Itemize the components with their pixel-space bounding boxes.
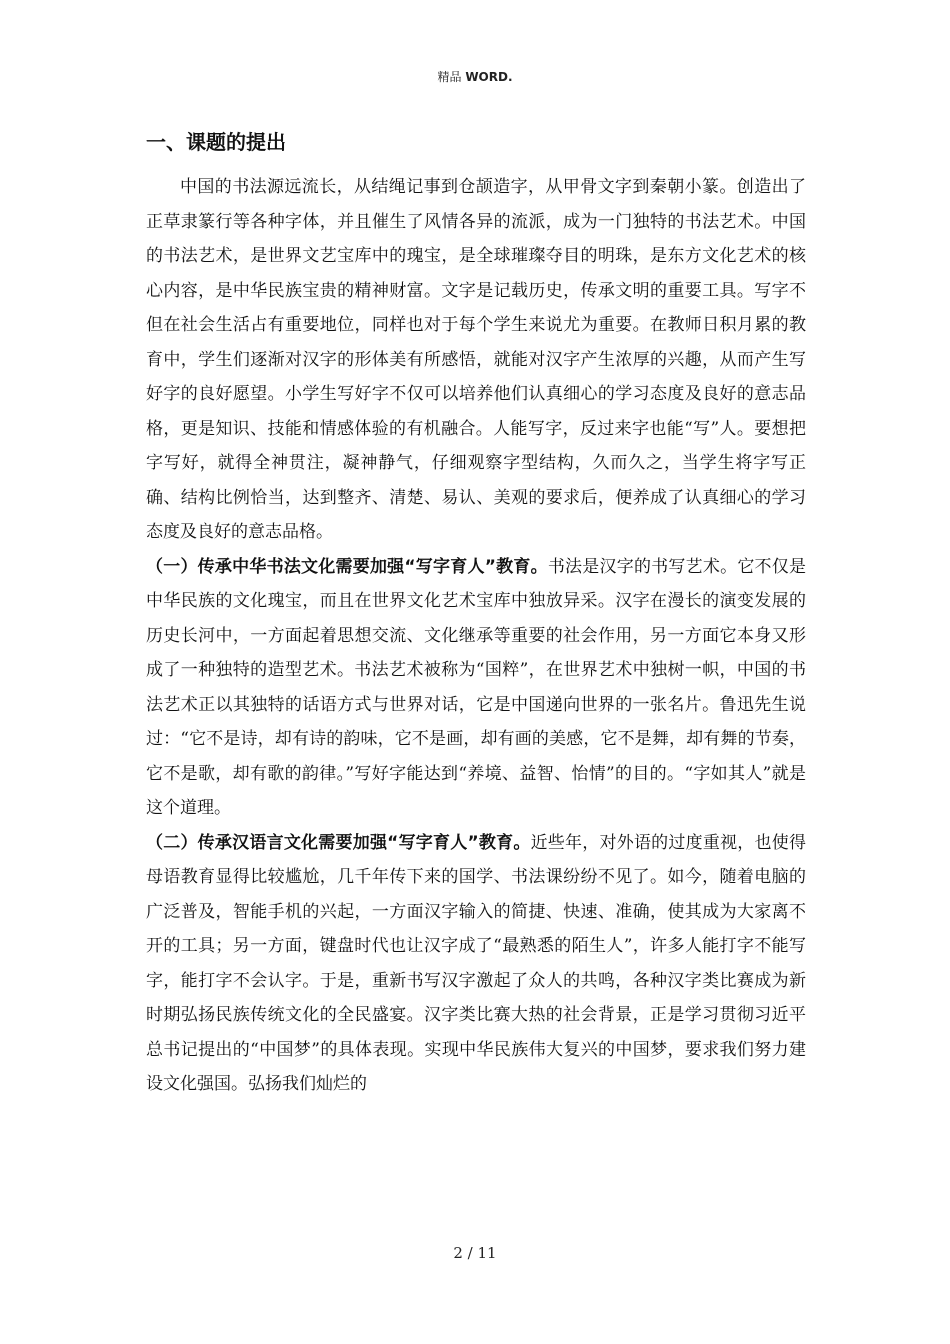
header-prefix: 精品 <box>437 70 466 84</box>
page-header <box>0 68 950 85</box>
intro-paragraph: 中国的书法源远流长，从结绳记事到仓颉造字，从甲骨文字到秦朝小篆。创造出了正草隶篆行等各种字体，并且催生了风情各异的流派，成为一门独特的书法艺术。中国的书法艺术，是世界文艺宝库中的瑰宝，是全球璀璨夺目的明珠，是东方文化艺术的核心内容，是中华民族宝贵的精神财富。文字是记载历史，传承文明的重要工具。写字不但在社会生活占有重要地位，同样也对于每个学生来说尤为重要。在教师日积月累的教育中，学生们逐渐对汉字的形体美有所感悟，就能对汉字产生浓厚的兴趣，从而产生写好字的良好愿望。小学生写好字不仅可以培养他们认真细心的学习态度及良好的意志品格，更是知识、技能和情感体验的有机融合。人能写字，反过来字也能“写”人。要想把字写好，就得全神贯注，凝神静气，仔细观察字型结构，久而久之，当学生将字写正确、结构比例恰当，达到整齐、清楚、易认、美观的要求后，便养成了认真细心的学习态度及良好的意志品格。 <box>146 177 806 542</box>
point-paragraph-1 <box>146 550 806 826</box>
document-body <box>146 128 806 1102</box>
point-2-lead: （二）传承汉语言文化需要加强“写字育人”教育。 <box>146 832 531 853</box>
page-number: 2 / 11 <box>453 1244 497 1262</box>
point-paragraph-2 <box>146 826 806 1102</box>
point-2-text: 近些年，对外语的过度重视，也使得母语教育显得比较尴尬，几千年传下来的国学、书法课纷纷不见了。如今，随着电脑的广泛普及，智能手机的兴起，一方面汉字输入的简捷、快速、准确，使其成为大家离不开的工具；另一方面，键盘时代也让汉字成了“最熟悉的陌生人”，许多人能打字不能写字，能打字不会认字。于是，重新书写汉字激起了众人的共鸣，各种汉字类比赛成为新时期弘扬民族传统文化的全民盛宴。汉字类比赛大热的社会背景，正是学习贯彻习近平总书记提出的“中国梦”的具体表现。实现中华民族伟大复兴的中国梦，要求我们努力建设文化强国。弘扬我们灿烂的 <box>146 832 806 1094</box>
section-title: 一、课题的提出 <box>146 130 286 154</box>
point-1-lead: （一）传承中华书法文化需要加强“写字育人”教育。 <box>146 556 548 577</box>
header-brand: WORD. <box>465 70 513 84</box>
point-1-text: 书法是汉字的书写艺术。它不仅是中华民族的文化瑰宝，而且在世界文化艺术宝库中独放异采。汉字在漫长的演变发展的历史长河中，一方面起着思想交流、文化继承等重要的社会作用，另一方面它本身又形成了一种独特的造型艺术。书法艺术被称为“国粹”，在世界艺术中独树一帜，中国的书法艺术正以其独特的话语方式与世界对话，它是中国递向世界的一张名片。鲁迅先生说过：“它不是诗，却有诗的韵味，它不是画，却有画的美感，它不是舞，却有舞的节奏，它不是歌，却有歌的韵律。”写好字能达到“养境、益智、怡情”的目的。“字如其人”就是这个道理。 <box>146 556 806 818</box>
